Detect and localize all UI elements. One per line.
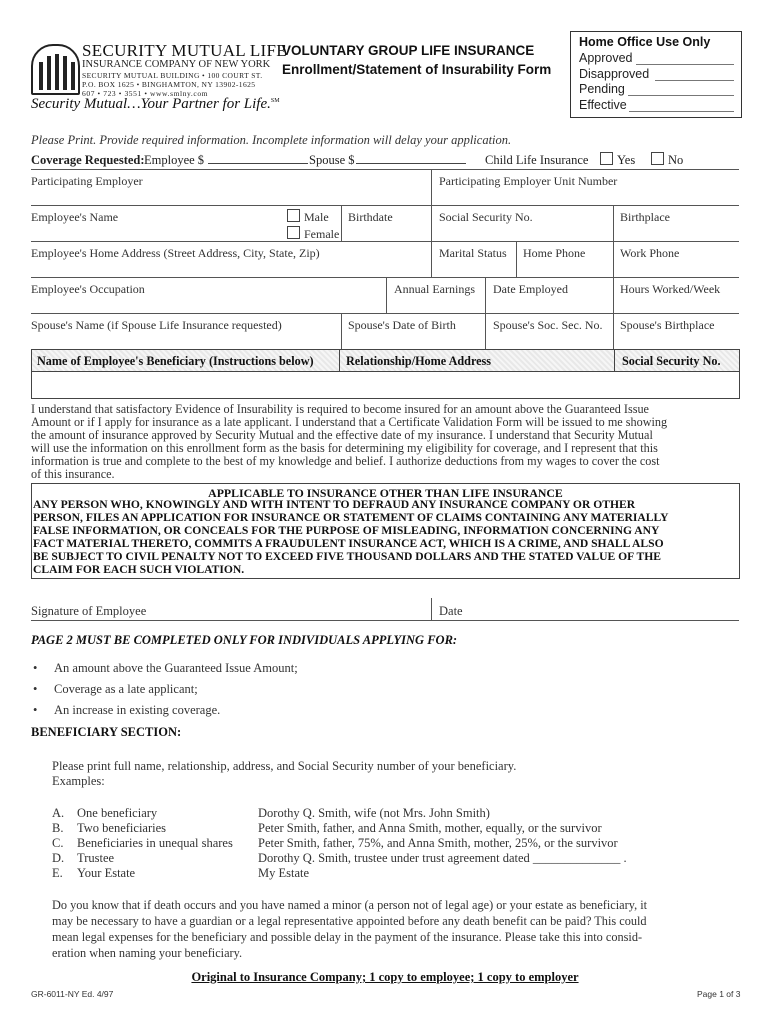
checkbox-icon	[287, 209, 300, 222]
male-option[interactable]	[287, 209, 329, 225]
example-letter: B.	[52, 821, 64, 835]
company-address-3: 607 • 723 • 3551 • www.smlny.com	[82, 89, 209, 98]
birthdate-field[interactable]: Birthdate	[348, 210, 393, 224]
signature-label: Signature of Employee	[31, 604, 147, 618]
slogan-text: Security Mutual…Your Partner for Life.	[31, 96, 271, 112]
example-text: Dorothy Q. Smith, wife (not Mrs. John Smith)	[258, 806, 490, 820]
work-phone-field[interactable]: Work Phone	[620, 246, 680, 260]
coverage-label: Coverage Requested:	[31, 153, 145, 167]
annual-earnings-field[interactable]: Annual Earnings	[394, 282, 475, 296]
example-letter: C.	[52, 836, 64, 850]
birthplace-field[interactable]: Birthplace	[620, 210, 670, 224]
page2-bullet-1: • An amount above the Guaranteed Issue Amount;	[33, 661, 298, 675]
male-label: Male	[304, 210, 329, 224]
fraud-warning-line-3: FALSE INFORMATION, OR CONCEALS FOR THE PURPOSE OF MISLEADING, INFORMATION CONCERNING ANY	[33, 524, 660, 537]
home-phone-field[interactable]: Home Phone	[523, 246, 586, 260]
employee-name-field[interactable]: Employee's Name	[31, 210, 119, 224]
example-text: Peter Smith, father, 75%, and Anna Smith, mother, 25%, or the survivor	[258, 836, 618, 850]
employee-coverage-label: Employee $	[144, 153, 205, 167]
fraud-warning-title: APPLICABLE TO INSURANCE OTHER THAN LIFE INSURANCE	[208, 486, 563, 500]
notice-line-1: Do you know that if death occurs and you have named a minor (a person not of legal age) or your estate as beneficiary, it	[52, 898, 648, 912]
beneficiary-ssn-header: Social Security No.	[622, 354, 721, 368]
company-name: SECURITY MUTUAL LIFE	[82, 41, 287, 60]
company-slogan	[31, 96, 280, 113]
example-letter: D.	[52, 851, 65, 865]
bullet-text: An amount above the Guaranteed Issue Amount;	[54, 661, 298, 675]
statement-line-5: information is true and complete to the best of my knowledge and belief. I authorize deductions from my wages to cover the cost	[31, 454, 660, 468]
no-label: No	[668, 153, 684, 167]
spouse-name-field[interactable]: Spouse's Name (if Spouse Life Insurance requested)	[31, 318, 282, 332]
spouse-coverage-label: Spouse $	[309, 153, 355, 167]
female-option[interactable]	[287, 226, 339, 242]
relationship-address-header: Relationship/Home Address	[346, 354, 492, 368]
examples-label: Examples:	[52, 774, 105, 788]
example-row	[52, 866, 310, 881]
page2-heading: PAGE 2 MUST BE COMPLETED ONLY FOR INDIVIDUALS APPLYING FOR:	[31, 633, 458, 647]
page2-bullet-2: • Coverage as a late applicant;	[33, 682, 198, 696]
beneficiary-table	[31, 349, 740, 399]
beneficiary-name-header: Name of Employee's Beneficiary (Instructions below)	[37, 354, 314, 368]
company-logo-icon	[31, 44, 80, 95]
checkbox-icon	[651, 152, 664, 165]
example-letter: A.	[52, 806, 65, 820]
statement-line-4: will use the information on this enrollment form as the basis for determining my eligibility for coverage, and I represent that this	[31, 441, 658, 455]
employee-coverage-field[interactable]	[208, 163, 308, 164]
bullet-text: Coverage as a late applicant;	[54, 682, 198, 696]
employer-unit-number-field[interactable]: Participating Employer Unit Number	[439, 174, 618, 188]
statement-line-6: of this insurance.	[31, 467, 115, 481]
beneficiary-entry-row[interactable]	[32, 372, 739, 398]
notice-line-2: may be necessary to have a guardian or a legal representative appointed before any death benefit can be paid? This could	[52, 914, 647, 928]
home-office-box	[570, 31, 742, 118]
form-number: GR-6011-NY Ed. 4/97	[31, 989, 114, 999]
example-letter: E.	[52, 866, 63, 880]
date-label: Date	[439, 604, 463, 618]
company-subname: INSURANCE COMPANY OF NEW YORK	[82, 59, 271, 70]
approved-label: Approved	[579, 51, 633, 65]
slogan-servicemark: SM	[270, 98, 280, 104]
fraud-warning-line-4: FACT MATERIAL THERETO, COMMITS A FRAUDULENT INSURANCE ACT, WHICH IS A CRIME, AND SHALL ALSO	[33, 537, 664, 550]
spouse-ssn-field[interactable]: Spouse's Soc. Sec. No.	[493, 318, 603, 332]
marital-status-field[interactable]: Marital Status	[439, 246, 507, 260]
home-address-field[interactable]: Employee's Home Address (Street Address, City, State, Zip)	[31, 246, 320, 260]
child-life-label: Child Life Insurance	[485, 153, 589, 167]
beneficiary-intro: Please print full name, relationship, address, and Social Security number of your beneficiary.	[52, 759, 517, 773]
fraud-warning-line-6: CLAIM FOR EACH SUCH VIOLATION.	[33, 563, 245, 576]
notice-line-3: mean legal expenses for the beneficiary and possible delay in the payment of the insurance. Please take this into consid-	[52, 930, 643, 944]
statement-line-3: the amount of insurance approved by Security Mutual and the effective date of my insurance. I understand that Security Mutual	[31, 428, 653, 442]
example-text: Dorothy Q. Smith, trustee under trust agreement dated ______________ .	[258, 851, 627, 865]
child-no-option[interactable]	[651, 152, 683, 168]
fraud-warning-line-5: BE SUBJECT TO CIVIL PENALTY NOT TO EXCEED FIVE THOUSAND DOLLARS AND THE STATED VALUE OF THE	[33, 550, 661, 563]
pending-label: Pending	[579, 82, 625, 96]
page-number: Page 1 of 3	[697, 989, 741, 999]
example-row	[52, 836, 618, 851]
example-text: My Estate	[258, 866, 310, 880]
bullet-text: An increase in existing coverage.	[54, 703, 221, 717]
date-employed-field[interactable]: Date Employed	[493, 282, 568, 296]
example-label: Two beneficiaries	[77, 821, 167, 835]
female-label: Female	[304, 227, 340, 241]
home-office-title: Home Office Use Only	[579, 35, 711, 49]
page2-bullet-3: • An increase in existing coverage.	[33, 703, 221, 717]
example-label: Your Estate	[77, 866, 136, 880]
checkbox-icon	[287, 226, 300, 239]
notice-line-4: eration when naming your beneficiary.	[52, 946, 243, 960]
example-label: One beneficiary	[77, 806, 158, 820]
participating-employer-field[interactable]: Participating Employer	[31, 174, 143, 188]
effective-label: Effective	[579, 98, 627, 112]
example-label: Beneficiaries in unequal shares	[77, 836, 233, 850]
hours-worked-field[interactable]: Hours Worked/Week	[620, 282, 721, 296]
disapproved-label: Disapproved	[579, 67, 650, 81]
form-title: VOLUNTARY GROUP LIFE INSURANCE	[282, 43, 535, 58]
example-row	[52, 821, 602, 836]
spouse-birthplace-field[interactable]: Spouse's Birthplace	[620, 318, 715, 332]
statement-line-1: I understand that satisfactory Evidence of Insurability is required to become insured for an amount above the Guaranteed Issue	[31, 402, 649, 416]
company-address-1: SECURITY MUTUAL BUILDING • 100 COURT ST.	[82, 71, 263, 80]
statement-line-2: Amount or if I apply for insurance as a late applicant. I understand that a Certificate Validation Form will be issued to me showing	[31, 415, 668, 429]
spouse-coverage-field[interactable]	[356, 163, 466, 164]
fraud-warning-line-1: ANY PERSON WHO, KNOWINGLY AND WITH INTENT TO DEFRAUD ANY INSURANCE COMPANY OR OTHER	[33, 498, 636, 511]
beneficiary-section-heading: BENEFICIARY SECTION:	[31, 725, 182, 739]
yes-label: Yes	[617, 153, 636, 167]
example-label: Trustee	[77, 851, 115, 865]
occupation-field[interactable]: Employee's Occupation	[31, 282, 145, 296]
spouse-dob-field[interactable]: Spouse's Date of Birth	[348, 318, 456, 332]
form-subtitle: Enrollment/Statement of Insurability Form	[282, 62, 552, 77]
fraud-warning-line-2: PERSON, FILES AN APPLICATION FOR INSURANCE OR STATEMENT OF CLAIMS CONTAINING ANY MATERIALLY	[33, 511, 669, 524]
distribution-note: Original to Insurance Company; 1 copy to employee; 1 copy to employer	[191, 970, 579, 984]
example-text: Peter Smith, father, and Anna Smith, mother, equally, or the survivor	[258, 821, 602, 835]
example-row	[52, 806, 490, 821]
child-yes-option[interactable]	[600, 152, 635, 168]
print-instructions: Please Print. Provide required information. Incomplete information will delay your application.	[31, 133, 512, 147]
ssn-field[interactable]: Social Security No.	[439, 210, 533, 224]
company-address-2: P.O. BOX 1625 • BINGHAMTON, NY 13902-1625	[82, 80, 256, 89]
checkbox-icon	[600, 152, 613, 165]
signature-date-field[interactable]	[433, 598, 738, 620]
example-row	[52, 851, 627, 866]
